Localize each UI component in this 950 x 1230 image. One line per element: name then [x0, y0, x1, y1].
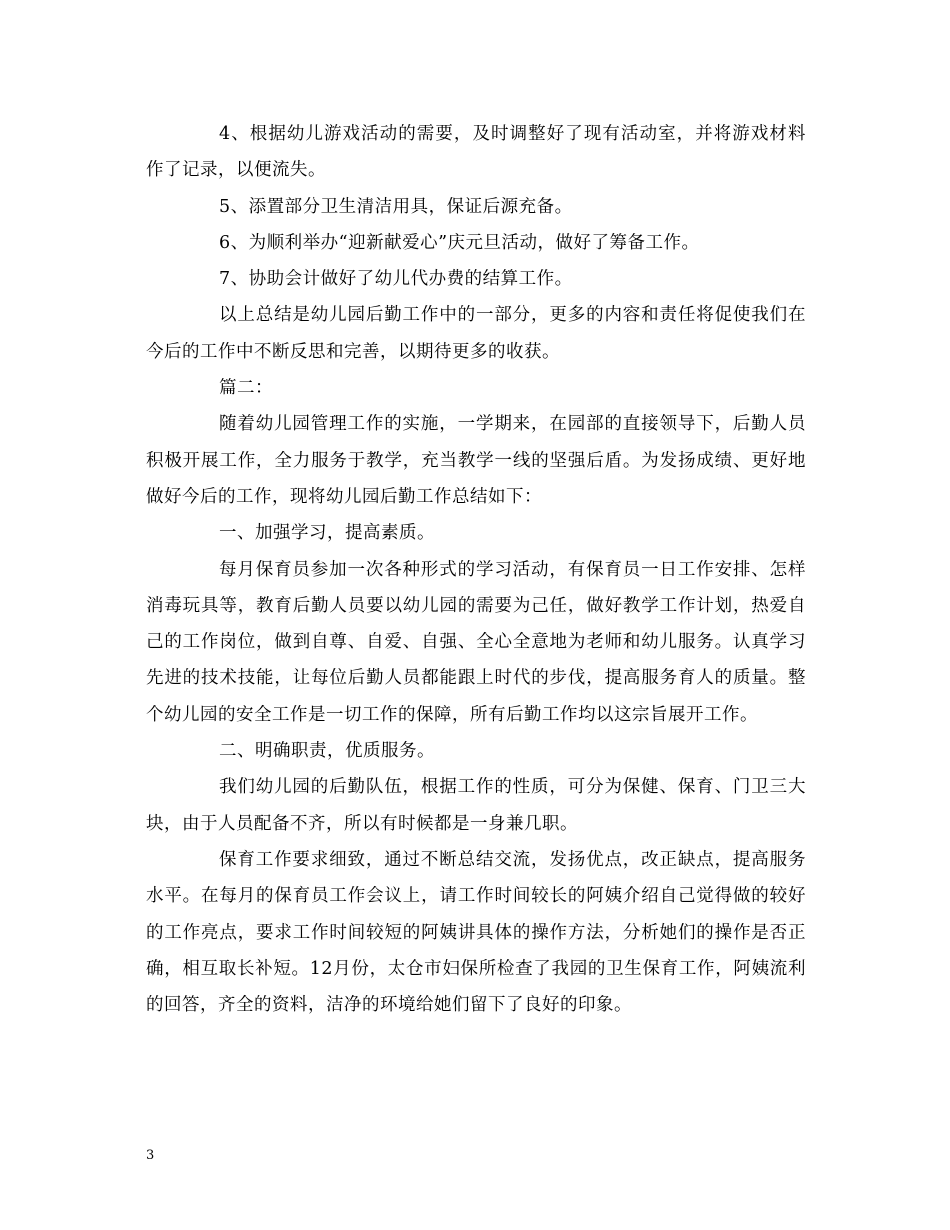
- paragraph-item-7: 7、协助会计做好了幼儿代办费的结算工作。: [219, 269, 573, 290]
- paragraph-study: 每月保育员参加一次各种形式的学习活动，有保育员一日工作安排、怎样消毒玩具等，教育后勤人员要以幼儿园的需要为己任，做好教学工作计划，热爱自己的工作岗位，做到自尊、自爱、自强、全心全意地为老师和幼儿服务。认真学习先进的技术技能，让每位后勤人员都能跟上时代的步伐，提高服务育人的质量。整个幼儿园的安全工作是一切工作的保障，所有后勤工作均以这宗旨展开工作。: [146, 559, 806, 725]
- paragraph-item-6: 6、为顺利举办“迎新献爱心”庆元旦活动，做好了筹备工作。: [219, 232, 700, 253]
- section-heading-part-two: 篇二：: [219, 378, 273, 399]
- paragraph-team: 我们幼儿园的后勤队伍，根据工作的性质，可分为保健、保育、门卫三大块，由于人员配备不齐，所以有时候都是一身兼几职。: [146, 777, 806, 834]
- paragraph-care-work: 保育工作要求细致，通过不断总结交流，发扬优点，改正缺点，提高服务水平。在每月的保育员工作会议上，请工作时间较长的阿姨介绍自己觉得做的较好的工作亮点，要求工作时间较短的阿姨讲具体的操作方法，分析她们的操作是否正确，相互取长补短。12月份，太仓市妇保所检查了我园的卫生保育工作，阿姨流利的回答，齐全的资料，洁净的环境给她们留下了良好的印象。: [146, 849, 806, 1016]
- section-heading-one: 一、加强学习，提高素质。: [219, 523, 435, 544]
- paragraph-summary: 以上总结是幼儿园后勤工作中的一部分，更多的内容和责任将促使我们在今后的工作中不断反思和完善，以期待更多的收获。: [146, 305, 806, 362]
- page-number: 3: [146, 1148, 155, 1163]
- paragraph-intro: 随着幼儿园管理工作的实施，一学期来，在园部的直接领导下，后勤人员积极开展工作，全力服务于教学，充当教学一线的坚强后盾。为发扬成绩、更好地做好今后的工作，现将幼儿园后勤工作总结如下：: [146, 414, 806, 507]
- paragraph-item-5: 5、添置部分卫生清洁用具，保证后源充备。: [219, 196, 573, 217]
- paragraph-item-4: 4、根据幼儿游戏活动的需要，及时调整好了现有活动室，并将游戏材料作了记录，以便流失。: [146, 124, 806, 181]
- document-body: [146, 116, 806, 1023]
- section-heading-two: 二、明确职责，优质服务。: [219, 741, 435, 762]
